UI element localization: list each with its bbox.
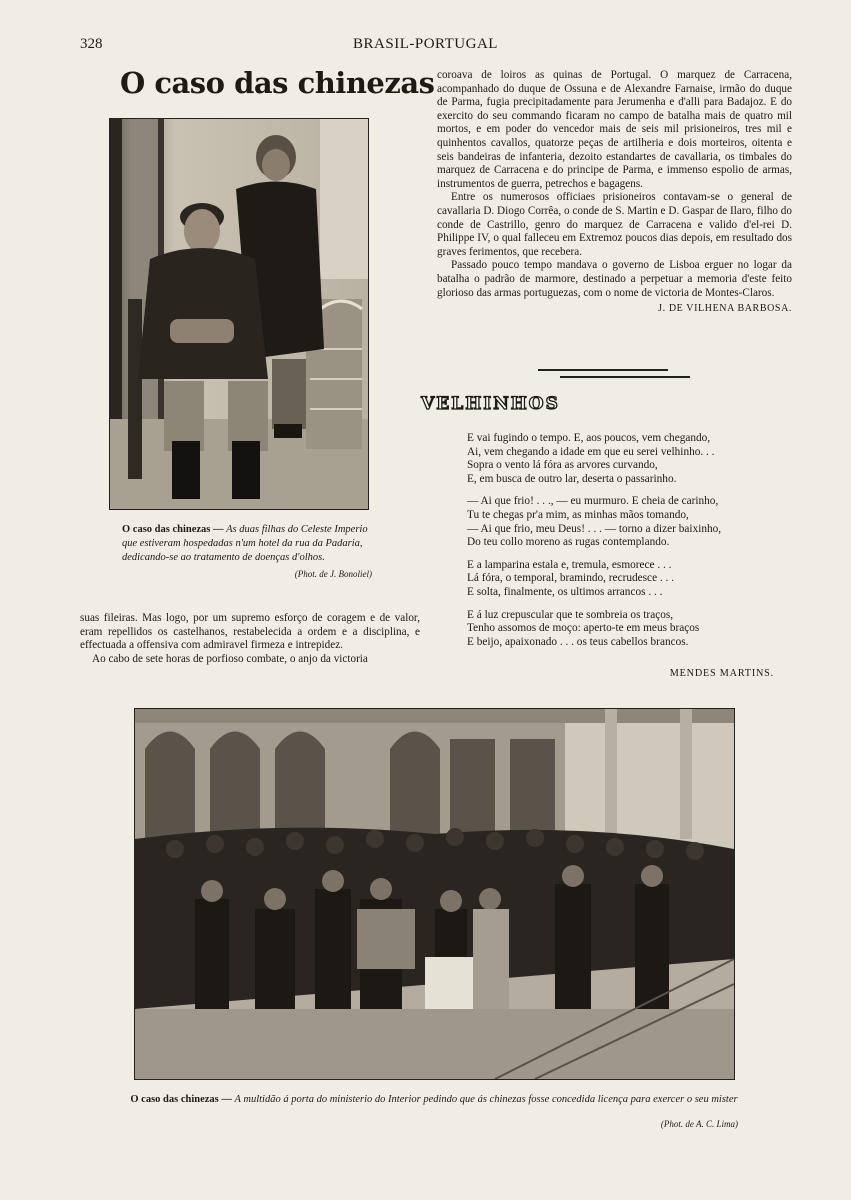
left-column-text [80, 612, 420, 666]
poem-line: — Ai que frio, meu Deus! . . . — torno a dizer baixinho, [467, 522, 722, 535]
poem-line: Tu te chegas pr'a mim, as minhas mãos tomando, [467, 508, 689, 521]
poem-line: Do teu collo moreno as rugas contemplando. [467, 536, 670, 549]
poem-stanza [467, 609, 797, 650]
article-title: O caso das chinezas [120, 66, 435, 100]
poem-stanza [467, 559, 797, 600]
poem-line: E a lamparina estala e, tremula, esmorece . . . [467, 558, 672, 571]
poem-line: Tenho assomos de moço: aperto-te em meus braços [467, 622, 700, 635]
article-signature: J. DE VILHENA BARBOSA. [658, 303, 792, 315]
poem-title-wrap [0, 394, 851, 414]
photo2-caption-lead: O caso das chinezas — [130, 1094, 232, 1105]
photo1-credit: (Phot. de J. Bonoliel) [294, 569, 372, 579]
section-divider-2 [560, 376, 690, 378]
poem-line: E beijo, apaixonado . . . os teus cabellos brancos. [467, 635, 689, 648]
photo2-credit: (Phot. de A. C. Lima) [660, 1119, 738, 1129]
poem-stanza [467, 495, 797, 549]
right-column-text [437, 69, 792, 316]
photo2-caption [128, 1093, 740, 1107]
poem-line: — Ai que frio! . . ., — eu murmuro. E cheia de carinho, [467, 495, 719, 508]
poem-line: E, em busca de outro lar, deserta o passarinho. [467, 472, 677, 485]
right-paragraph-3: Passado pouco tempo mandava o governo de Lisboa erguer no logar da batalha o padrão de marmore, destinado a perpetuar a memoria d'este feito glorioso das armas portuguezas, com o nome de victoria de Montes-Claros. [437, 259, 792, 299]
publication-header: BRASIL-PORTUGAL [353, 36, 498, 52]
photo1-caption [122, 523, 384, 581]
poem-line: E solta, finalmente, os ultimos arrancos . . . [467, 585, 663, 598]
section-divider [538, 369, 668, 371]
right-paragraph-2: Entre os numerosos officiaes prisioneiros contavam-se o general de cavallaria D. Diogo Corrêa, o conde de S. Martin e D. Gaspar de Ilaro, filho do conde de Castrillo, genro do marquez de Carracena e valido d'el-rei D. Philippe IV, o qual falleceu em Extremoz poucos dias depois, em resultado dos graves ferimentos, que recebera. [437, 191, 792, 258]
page-number: 328 [80, 36, 103, 52]
poem [467, 432, 797, 658]
right-paragraph-1: coroava de loiros as quinas de Portugal. O marquez de Carracena, acompanhado do duque de Ossuna e de Alexandre Farnaise, irmão do duque de Parma, fugia precipitadamente para Jerumenha e d'alli para Badajoz. E do exercito do seu commando ficaram no campo de batalha mais de quatro mil mortos, e em poder do vencedor mais de seis mil prisioneiros, tres mil e quinhentos cavallos, quatorze peças de artilheria e dois morteiros, oitenta e seis bandeiras de infanteria, dezoito estandartes de cavallaria, os timbales do marquez de Carracena e do principe de Parma, e immenso espolio de armas, instrumentos de guerra, petrechos e bagagens. [437, 69, 792, 190]
photo1-caption-lead: O caso das chinezas — [122, 524, 224, 535]
poem-line: Sopra o vento lá fóra as arvores curvando, [467, 459, 658, 472]
photo2-caption-text: A multidão á porta do ministerio do Interior pedindo que ás chinezas fosse concedida licença para exercer o seu mister [234, 1094, 738, 1105]
poem-line: E vai fugindo o tempo. E, aos poucos, vem chegando, [467, 432, 711, 444]
left-paragraph-1: suas fileiras. Mas logo, por um supremo esforço de coragem e de valor, eram repellidos os castelhanos, restabelecida a ordem e a disciplina, e effectuada a offensiva com admiravel firmeza e intrepidez. [80, 612, 420, 652]
photo-crowd [134, 708, 735, 1080]
poem-line: Lá fóra, o temporal, bramindo, recrudesce . . . [467, 572, 675, 585]
left-paragraph-2: Ao cabo de sete horas de porfioso combate, o anjo da victoria [92, 652, 368, 665]
poem-line: E á luz crepuscular que te sombreia os traços, [467, 608, 674, 621]
poem-line: Ai, vem chegando a idade em que eu serei velhinho. . . [467, 445, 715, 458]
photo1-caption-text: As duas filhas do Celeste Imperio que estiveram hospedadas n'um hotel da rua da Padaria, dedicando-se ao tratamento de doenças d'olhos. [122, 524, 368, 563]
poem-stanza [467, 432, 797, 486]
poem-title: VELHINHOS [421, 394, 560, 414]
photo-two-women [109, 118, 369, 510]
poem-author: MENDES MARTINS. [669, 668, 774, 679]
